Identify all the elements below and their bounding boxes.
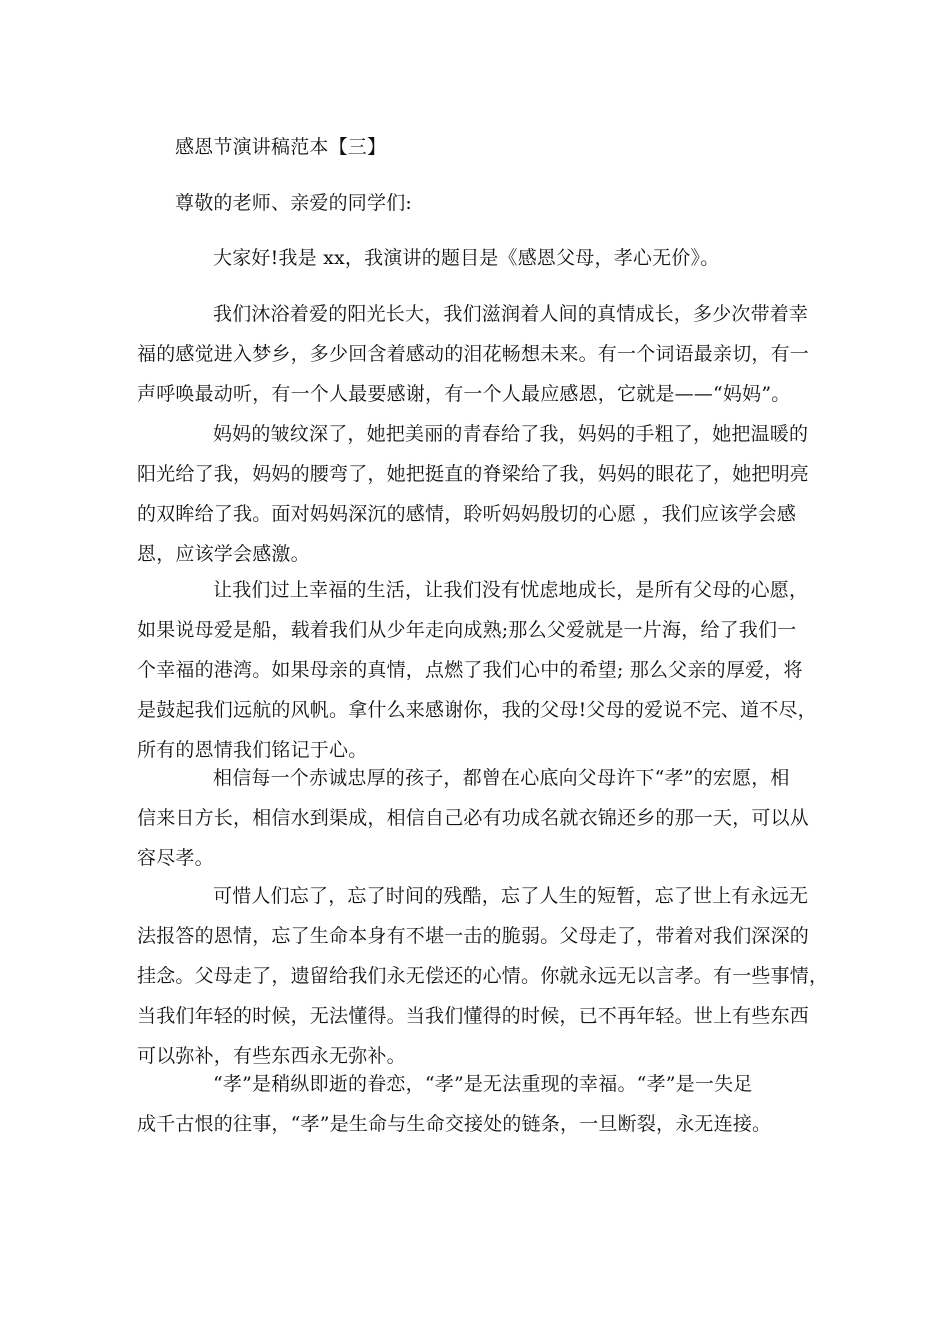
paragraph-line: 让我们过上幸福的生活，让我们没有忧虑地成长，是所有父母的心愿，: [213, 579, 809, 601]
paragraph-filial-piety: [137, 1069, 817, 1149]
paragraph-line: 信来日方长，相信水到渠成，相信自己必有功成名就衣锦还乡的那一天，可以从: [137, 807, 810, 829]
paragraph-greeting: [137, 243, 817, 283]
paragraph-line: 当我们年轻的时候，无法懂得。当我们懂得的时候，已不再年轻。世上有些东西: [137, 1005, 810, 1027]
paragraph-mother-sacrifice: [137, 419, 817, 579]
paragraph-line: 妈妈的皱纹深了，她把美丽的青春给了我，妈妈的手粗了，她把温暖的: [213, 423, 809, 445]
document-title: 感恩节演讲稿范本【三】: [175, 136, 387, 158]
paragraph-mother-intro: [137, 299, 817, 419]
paragraph-line: 是鼓起我们远航的风帆。拿什么来感谢你，我的父母!父母的爱说不完、道不尽，: [137, 699, 817, 721]
paragraph-line: 如果说母爱是船，载着我们从少年走向成熟;那么父爱就是一片海，给了我们一: [137, 619, 797, 641]
paragraph-line: “孝”是稍纵即逝的眷恋，“孝”是无法重现的幸福。“孝”是一失足: [213, 1073, 753, 1095]
paragraph-line: 可以弥补，有些东西永无弥补。: [137, 1045, 406, 1067]
paragraph-line: 福的感觉进入梦乡，多少回含着感动的泪花畅想未来。有一个词语最亲切，有一: [137, 343, 810, 365]
paragraph-line: 我们沐浴着爱的阳光长大，我们滋润着人间的真情成长，多少次带着幸: [213, 303, 809, 325]
salutation: 尊敬的老师、亲爱的同学们:: [175, 192, 413, 214]
paragraph-line: 的双眸给了我。面对妈妈深沉的感情，聆听妈妈殷切的心愿 ，我们应该学会感: [137, 503, 797, 525]
paragraph-filial-wish: [137, 763, 817, 883]
paragraph-line: 阳光给了我，妈妈的腰弯了，她把挺直的脊梁给了我，妈妈的眼花了，她把明亮: [137, 463, 810, 485]
paragraph-line: 可惜人们忘了，忘了时间的残酷，忘了人生的短暂，忘了世上有永远无: [213, 885, 809, 907]
paragraph-line: 容尽孝。: [137, 847, 214, 869]
paragraph-regret: [137, 881, 829, 1081]
paragraph-line: 所有的恩情我们铭记于心。: [137, 739, 368, 761]
paragraph-parents-love: [137, 575, 817, 775]
paragraph-line: 成千古恨的往事，“孝”是生命与生命交接处的链条，一旦断裂，永无连接。: [137, 1113, 772, 1135]
paragraph-line: 挂念。父母走了，遗留给我们永无偿还的心情。你就永远无以言孝。有一些事情，: [137, 965, 829, 987]
paragraph-line: 相信每一个赤诚忠厚的孩子，都曾在心底向父母许下“孝”的宏愿，相: [213, 767, 790, 789]
paragraph-line: 个幸福的港湾。如果母亲的真情，点燃了我们心中的希望; 那么父亲的厚爱，将: [137, 659, 803, 681]
paragraph-line: 声呼唤最动听，有一个人最要感谢，有一个人最应感恩，它就是——“妈妈”。: [137, 383, 791, 405]
paragraph-line: 法报答的恩情，忘了生命本身有不堪一击的脆弱。父母走了，带着对我们深深的: [137, 925, 810, 947]
paragraph-line: 恩，应该学会感激。: [137, 543, 310, 565]
paragraph-line: 大家好!我是 xx，我演讲的题目是《感恩父母，孝心无价》。: [213, 247, 720, 269]
